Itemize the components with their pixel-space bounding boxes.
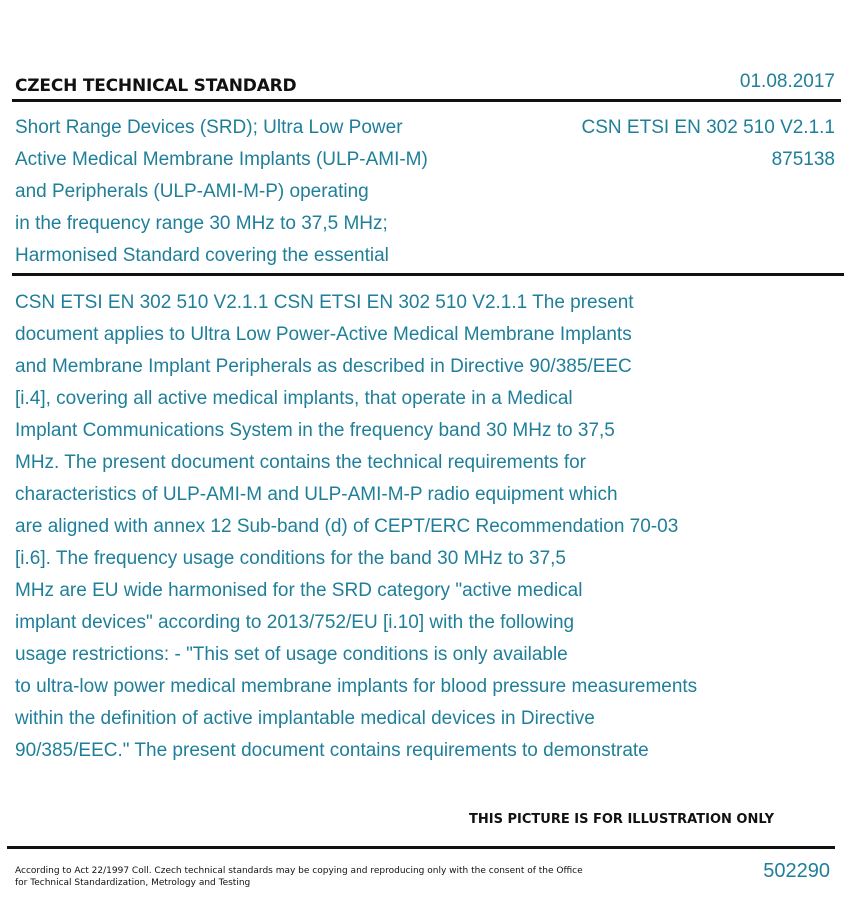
abstract-line: to ultra-low power medical membrane implants for blood pressure measurements bbox=[15, 676, 698, 697]
abstract-line: implant devices" according to 2013/752/EU [i.10] with the following bbox=[15, 612, 575, 633]
title-line: in the frequency range 30 MHz to 37,5 MHz; bbox=[15, 213, 388, 234]
standard-identifier bbox=[582, 112, 835, 176]
copyright-notice bbox=[15, 865, 595, 889]
abstract-line: within the definition of active implantable medical devices in Directive bbox=[15, 708, 595, 729]
copyright-line: According to Act 22/1997 Coll. Czech technical standards may be copying and reproducing only with the consent of the Office bbox=[15, 866, 583, 876]
abstract-line: document applies to Ultra Low Power-Active Medical Membrane Implants bbox=[15, 324, 632, 345]
title-line: Harmonised Standard covering the essential bbox=[15, 245, 389, 266]
publication-date: 01.08.2017 bbox=[739, 71, 835, 92]
abstract-text bbox=[15, 287, 815, 767]
abstract-line: [i.6]. The frequency usage conditions for the band 30 MHz to 37,5 bbox=[15, 548, 566, 569]
footer-divider bbox=[7, 846, 835, 849]
abstract-line: MHz. The present document contains the technical requirements for bbox=[15, 452, 586, 473]
title-line: Short Range Devices (SRD); Ultra Low Power bbox=[15, 117, 403, 138]
title-line: and Peripherals (ULP-AMI-M-P) operating bbox=[15, 181, 369, 202]
abstract-line: 90/385/EEC." The present document contains requirements to demonstrate bbox=[15, 740, 649, 761]
title-line: Active Medical Membrane Implants (ULP-AMI-M) bbox=[15, 149, 428, 170]
document-type-label: CZECH TECHNICAL STANDARD bbox=[15, 76, 297, 96]
abstract-line: usage restrictions: - "This set of usage conditions is only available bbox=[15, 644, 568, 665]
abstract-line: [i.4], covering all active medical implants, that operate in a Medical bbox=[15, 388, 573, 409]
illustration-disclaimer: THIS PICTURE IS FOR ILLUSTRATION ONLY bbox=[469, 812, 774, 827]
title-divider bbox=[12, 273, 844, 276]
abstract-line: and Membrane Implant Peripherals as described in Directive 90/385/EEC bbox=[15, 356, 632, 377]
standard-code: CSN ETSI EN 302 510 V2.1.1 bbox=[581, 117, 835, 138]
abstract-line: CSN ETSI EN 302 510 V2.1.1 CSN ETSI EN 302 510 V2.1.1 The present bbox=[15, 292, 634, 313]
standard-title bbox=[15, 112, 535, 272]
abstract-line: MHz are EU wide harmonised for the SRD category "active medical bbox=[15, 580, 583, 601]
abstract-line: Implant Communications System in the frequency band 30 MHz to 37,5 bbox=[15, 420, 615, 441]
catalog-number: 875138 bbox=[771, 149, 835, 170]
abstract-line: characteristics of ULP-AMI-M and ULP-AMI-M-P radio equipment which bbox=[15, 484, 618, 505]
document-number: 502290 bbox=[763, 860, 830, 882]
copyright-line: for Technical Standardization, Metrology and Testing bbox=[15, 878, 251, 888]
header-divider bbox=[12, 99, 841, 102]
abstract-line: are aligned with annex 12 Sub-band (d) of CEPT/ERC Recommendation 70-03 bbox=[15, 516, 679, 537]
